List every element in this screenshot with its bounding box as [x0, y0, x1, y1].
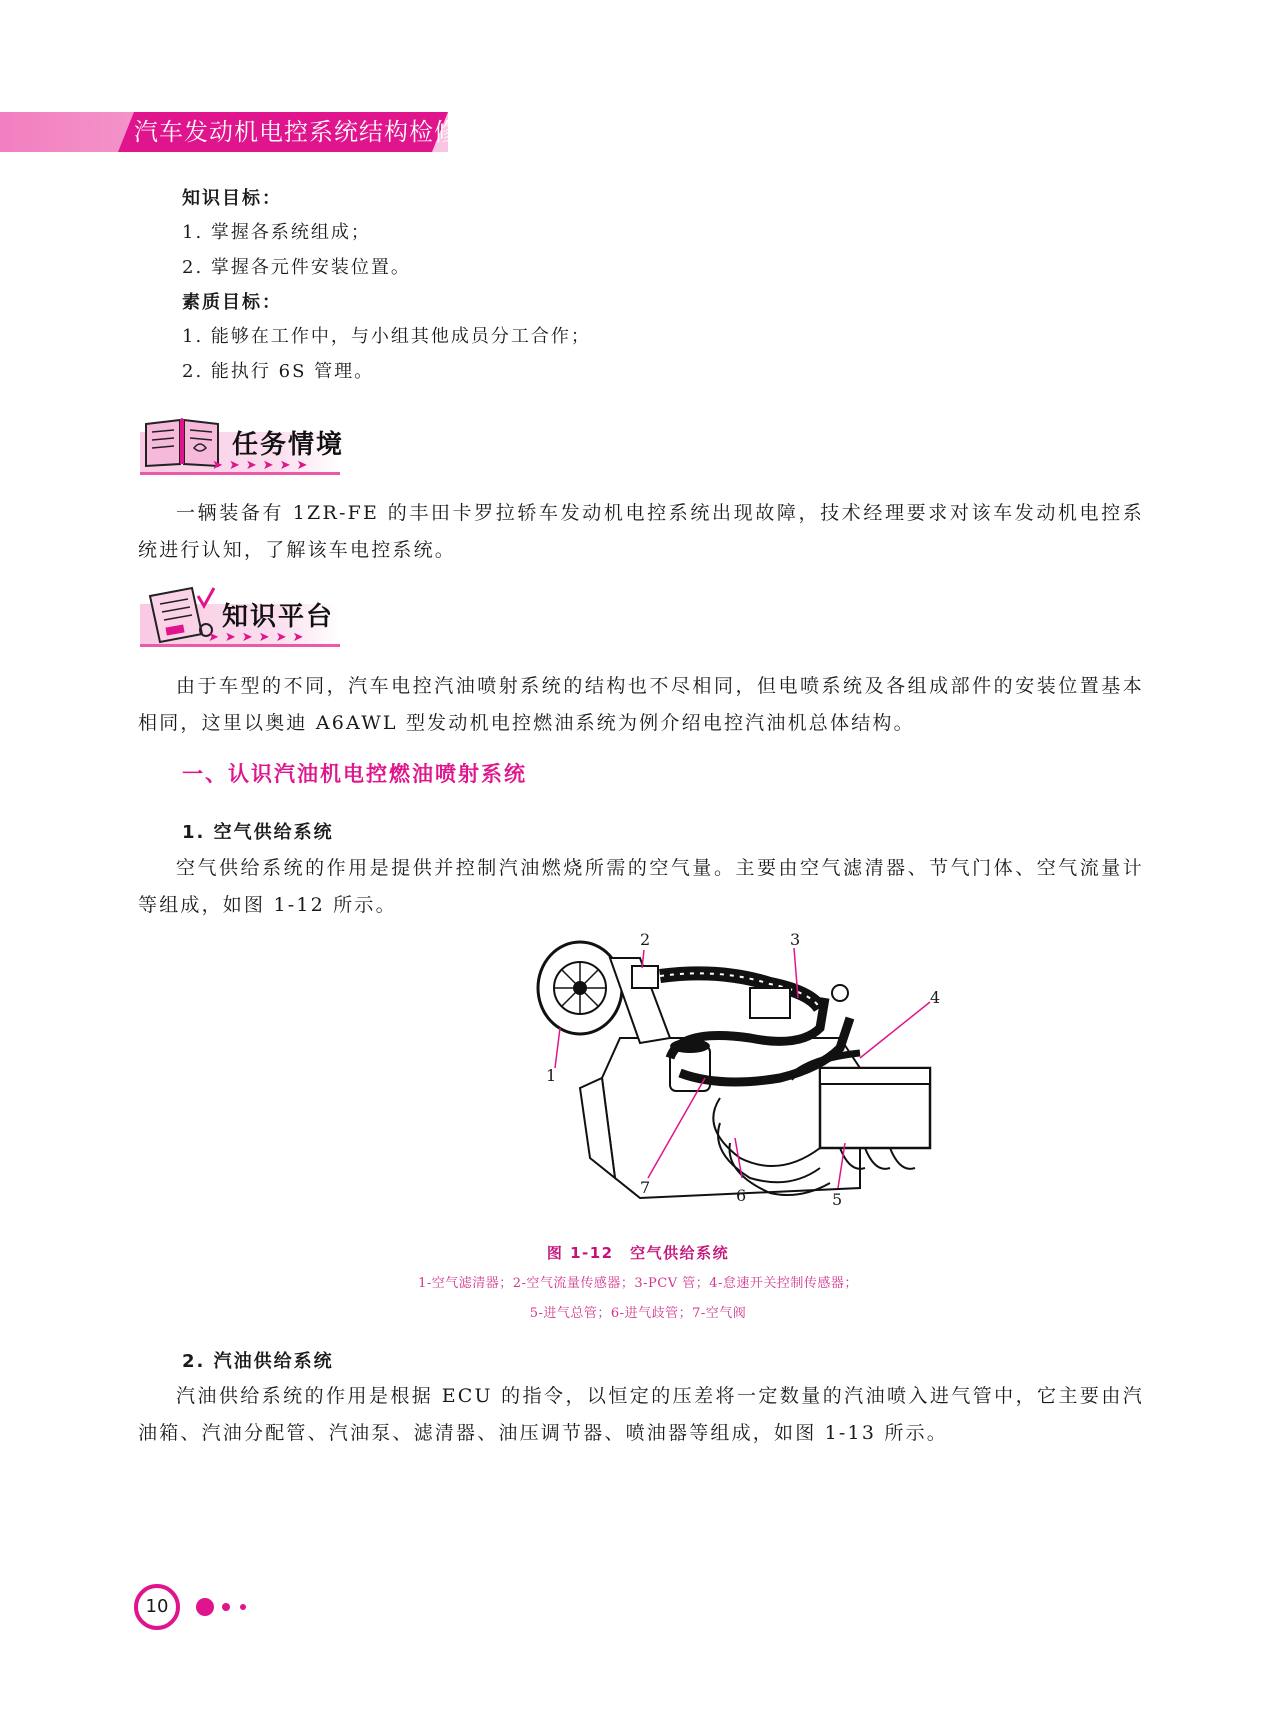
- open-book-icon: [142, 414, 222, 470]
- figure-callout-label: 7: [640, 1178, 651, 1197]
- fuel-supply-paragraph: 汽油供给系统的作用是根据 ECU 的指令，以恒定的压差将一定数量的汽油喷入进气管中，它主要由汽油箱、汽油分配管、汽油泵、滤清器、油压调节器、喷油器等组成，如图 1-13 所示。: [138, 1385, 1144, 1444]
- knowledge-platform-paragraph: 由于车型的不同，汽车电控汽油喷射系统的结构也不尽相同，但电喷系统及各组成部件的安装位置基本相同，这里以奥迪 A6AWL 型发动机电控燃油系统为例介绍电控汽油机总体结构。: [138, 675, 1144, 734]
- subsection-title: 1. 空气供给系统: [182, 822, 334, 843]
- decorative-dot: [240, 1604, 246, 1610]
- running-header-title: 汽车发动机电控系统结构检修: [134, 118, 459, 146]
- decorative-dot: [222, 1603, 230, 1611]
- figure-callout-label: 6: [736, 1186, 747, 1205]
- air-supply-paragraph: 空气供给系统的作用是提供并控制汽油燃烧所需的空气量。主要由空气滤清器、节气门体、空气流量计等组成，如图 1-12 所示。: [138, 857, 1144, 916]
- knowledge-objective-label: 知识目标：: [182, 188, 282, 209]
- figure-callout-label: 1: [546, 1066, 557, 1085]
- knowledge-objective-item: 2. 掌握各元件安装位置。: [182, 257, 411, 278]
- task-section-title: 任务情境: [232, 430, 345, 460]
- figure-callout-label: 2: [640, 930, 651, 949]
- quality-objective-label: 素质目标：: [182, 292, 282, 313]
- air-supply-system-figure: [520, 928, 960, 1228]
- section-arrow-decoration: ➤➤➤➤➤➤: [208, 630, 310, 645]
- quality-objective-item: 2. 能执行 6S 管理。: [182, 361, 375, 382]
- decorative-dot: [196, 1598, 214, 1616]
- figure-callout-label: 5: [832, 1190, 843, 1209]
- figure-caption-title: 图 1-12 空气供给系统: [546, 1244, 730, 1262]
- knowledge-section-title: 知识平台: [222, 602, 335, 632]
- figure-caption-legend: 5-进气总管；6-进气歧管；7-空气阀: [529, 1306, 747, 1321]
- subsection-title: 2. 汽油供给系统: [182, 1351, 334, 1372]
- task-scenario-paragraph: 一辆装备有 1ZR-FE 的丰田卡罗拉轿车发动机电控系统出现故障，技术经理要求对该车发动机电控系统进行认知，了解该车电控系统。: [138, 502, 1144, 561]
- section-arrow-decoration: ➤➤➤➤➤➤: [212, 458, 314, 473]
- section-heading: 一、认识汽油机电控燃油喷射系统: [182, 762, 527, 786]
- figure-callout-label: 4: [930, 988, 941, 1007]
- figure-caption-legend: 1-空气滤清器；2-空气流量传感器；3-PCV 管；4-怠速开关控制传感器；: [418, 1276, 858, 1291]
- knowledge-objective-item: 1. 掌握各系统组成；: [182, 222, 371, 243]
- quality-objective-item: 1. 能够在工作中，与小组其他成员分工合作；: [182, 326, 591, 347]
- page-number: 10: [134, 1584, 180, 1630]
- figure-callout-label: 3: [790, 930, 801, 949]
